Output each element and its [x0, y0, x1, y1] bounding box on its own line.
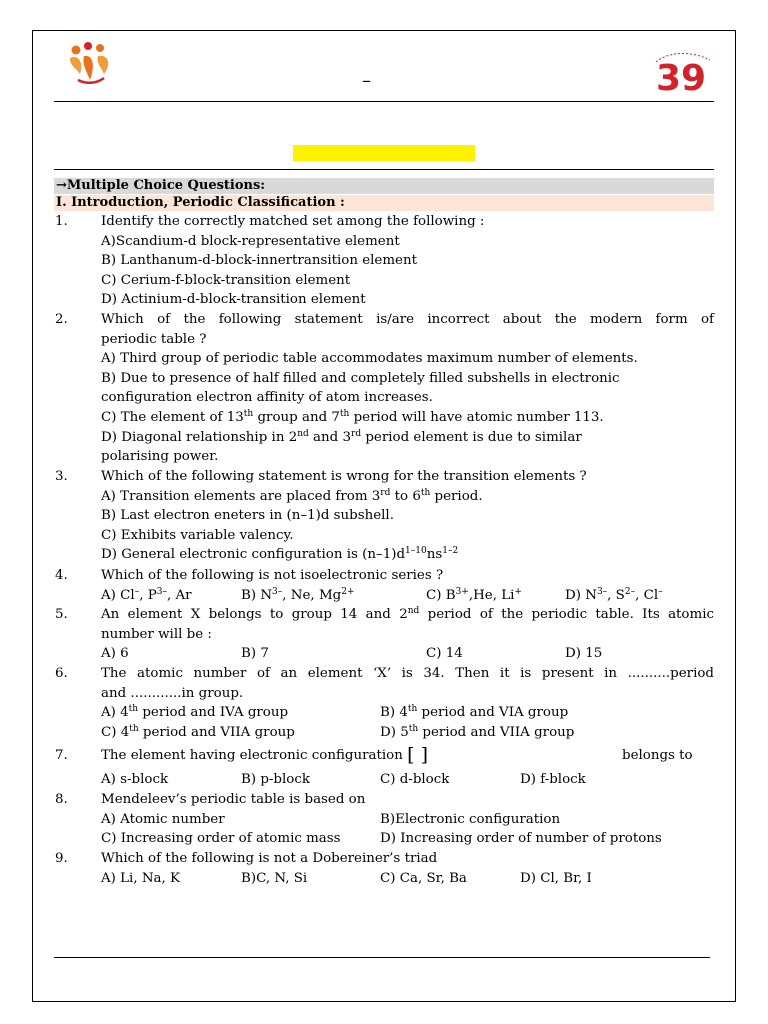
question-text: Which of the following is not a Dobereiner’s triad	[101, 851, 438, 866]
option-a: A) Third group of periodic table accommodates maximum number of elements.	[101, 351, 638, 367]
option-b: B) 7	[241, 646, 269, 662]
mcq-heading: →Multiple Choice Questions:	[54, 178, 714, 194]
option-b-line2: configuration electron affinity of atom increases.	[101, 390, 433, 406]
option-c: C) Increasing order of atomic mass	[101, 831, 341, 847]
option-b: B) p-block	[241, 772, 310, 787]
option-a: A) s-block	[101, 772, 169, 787]
option-d: D) Cl, Br, I	[520, 870, 592, 886]
option-d: D) f-block	[520, 772, 586, 787]
option-d: D) General electronic configuration is $(n-1)d^{1-10}ns^{1-2}$	[101, 546, 459, 563]
option-d: D) 15	[565, 646, 603, 662]
header-rule	[54, 101, 714, 102]
configuration-bracket: [ ]	[407, 744, 428, 766]
question-number: 8.	[55, 792, 68, 807]
question-text-line1: The atomic number of an element ‘X’ is 34. Then it is present in ..........period	[101, 666, 714, 681]
question-number: 7.	[55, 748, 68, 763]
question-number: 2.	[55, 312, 68, 327]
footer-rule	[54, 957, 710, 958]
option-d: D) Increasing order of number of protons	[380, 831, 662, 847]
option-b: B)C, N, Si	[241, 870, 308, 886]
question-text: Which of the following is not isoelectronic series ?	[101, 568, 444, 583]
question-text: The element having electronic configuration [ ]	[101, 744, 428, 766]
option-d: D) 5th period and VIIA group	[380, 723, 575, 740]
option-a: A)Scandium-d block-representative element	[101, 233, 400, 249]
option-b: B) Last electron eneters in (n–1)d subshell.	[101, 508, 394, 524]
question-number: 6.	[55, 666, 68, 681]
question-number: 3.	[55, 469, 68, 484]
intro-heading: I. Introduction, Periodic Classification :	[54, 195, 714, 211]
question-text-line1: An element X belongs to group 14 and 2nd period of the periodic table. Its atomic	[101, 606, 714, 622]
option-b-line1: B) Due to presence of half filled and completely filled subshells in electronic	[101, 370, 620, 386]
option-a: A) 4th period and IVA group	[101, 704, 289, 721]
question-number: 5.	[55, 607, 68, 622]
title-highlight	[293, 145, 475, 161]
option-d-line2: polarising power.	[101, 449, 219, 465]
option-c: C) Exhibits variable valency.	[101, 527, 294, 543]
question-text-line1: Which of the following statement is/are incorrect about the modern form of	[101, 312, 714, 327]
option-d: D) Actinium-d-block-transition element	[101, 292, 366, 308]
option-c: C) Ca, Sr, Ba	[380, 870, 467, 886]
option-a: A) Cl–, $P^{3-}$, Ar	[101, 586, 192, 603]
option-a: A) Li, Na, K	[101, 870, 181, 886]
anniversary-badge-icon	[650, 52, 718, 92]
option-b: B)Electronic configuration	[380, 811, 561, 827]
question-number: 9.	[55, 851, 68, 866]
badge-number: 39	[656, 58, 707, 92]
section-rule	[54, 169, 714, 170]
option-b: B) $N^{3-}$, Ne, $Mg^{2+}$	[241, 586, 355, 603]
option-d-line1: D) Diagonal relationship in 2nd and 3rd period element is due to similar	[101, 428, 582, 445]
question-text: Identify the correctly matched set among the following :	[101, 214, 485, 229]
question-text: Mendeleev’s periodic table is based on	[101, 792, 366, 807]
option-b: B) Lanthanum-d-block-innertransition element	[101, 253, 417, 269]
option-c: C) 14	[426, 646, 463, 662]
question-text-line2: number will be :	[101, 626, 212, 642]
question-text-line2: periodic table ?	[101, 331, 207, 347]
option-a: A) Atomic number	[101, 811, 225, 827]
question-text: Which of the following statement is wrong for the transition elements ?	[101, 469, 587, 484]
option-c: C) d-block	[380, 772, 450, 787]
option-c: C) The element of 13th group and 7th period will have atomic number 113.	[101, 408, 604, 425]
question-number: 4.	[55, 568, 68, 583]
option-c: C) Cerium-f-block-transition element	[101, 272, 351, 288]
option-b: B) 4th period and VIA group	[380, 704, 569, 721]
option-c: C) 4th period and VIIA group	[101, 723, 295, 740]
option-a: A) Transition elements are placed from 3rd to 6th period.	[101, 487, 483, 504]
question-text-end: belongs to	[622, 748, 693, 763]
question-number: 1.	[55, 214, 68, 229]
option-c: C) $B^{3+},He$, Li+	[426, 586, 522, 603]
option-d: D) $N^{3-}$, $S^{2-}$, Cl–	[565, 586, 663, 603]
question-text-line2: and ............in group.	[101, 685, 244, 701]
institute-logo-icon	[64, 40, 120, 90]
option-a: A) 6	[101, 646, 129, 662]
header-dash: –	[362, 70, 371, 91]
